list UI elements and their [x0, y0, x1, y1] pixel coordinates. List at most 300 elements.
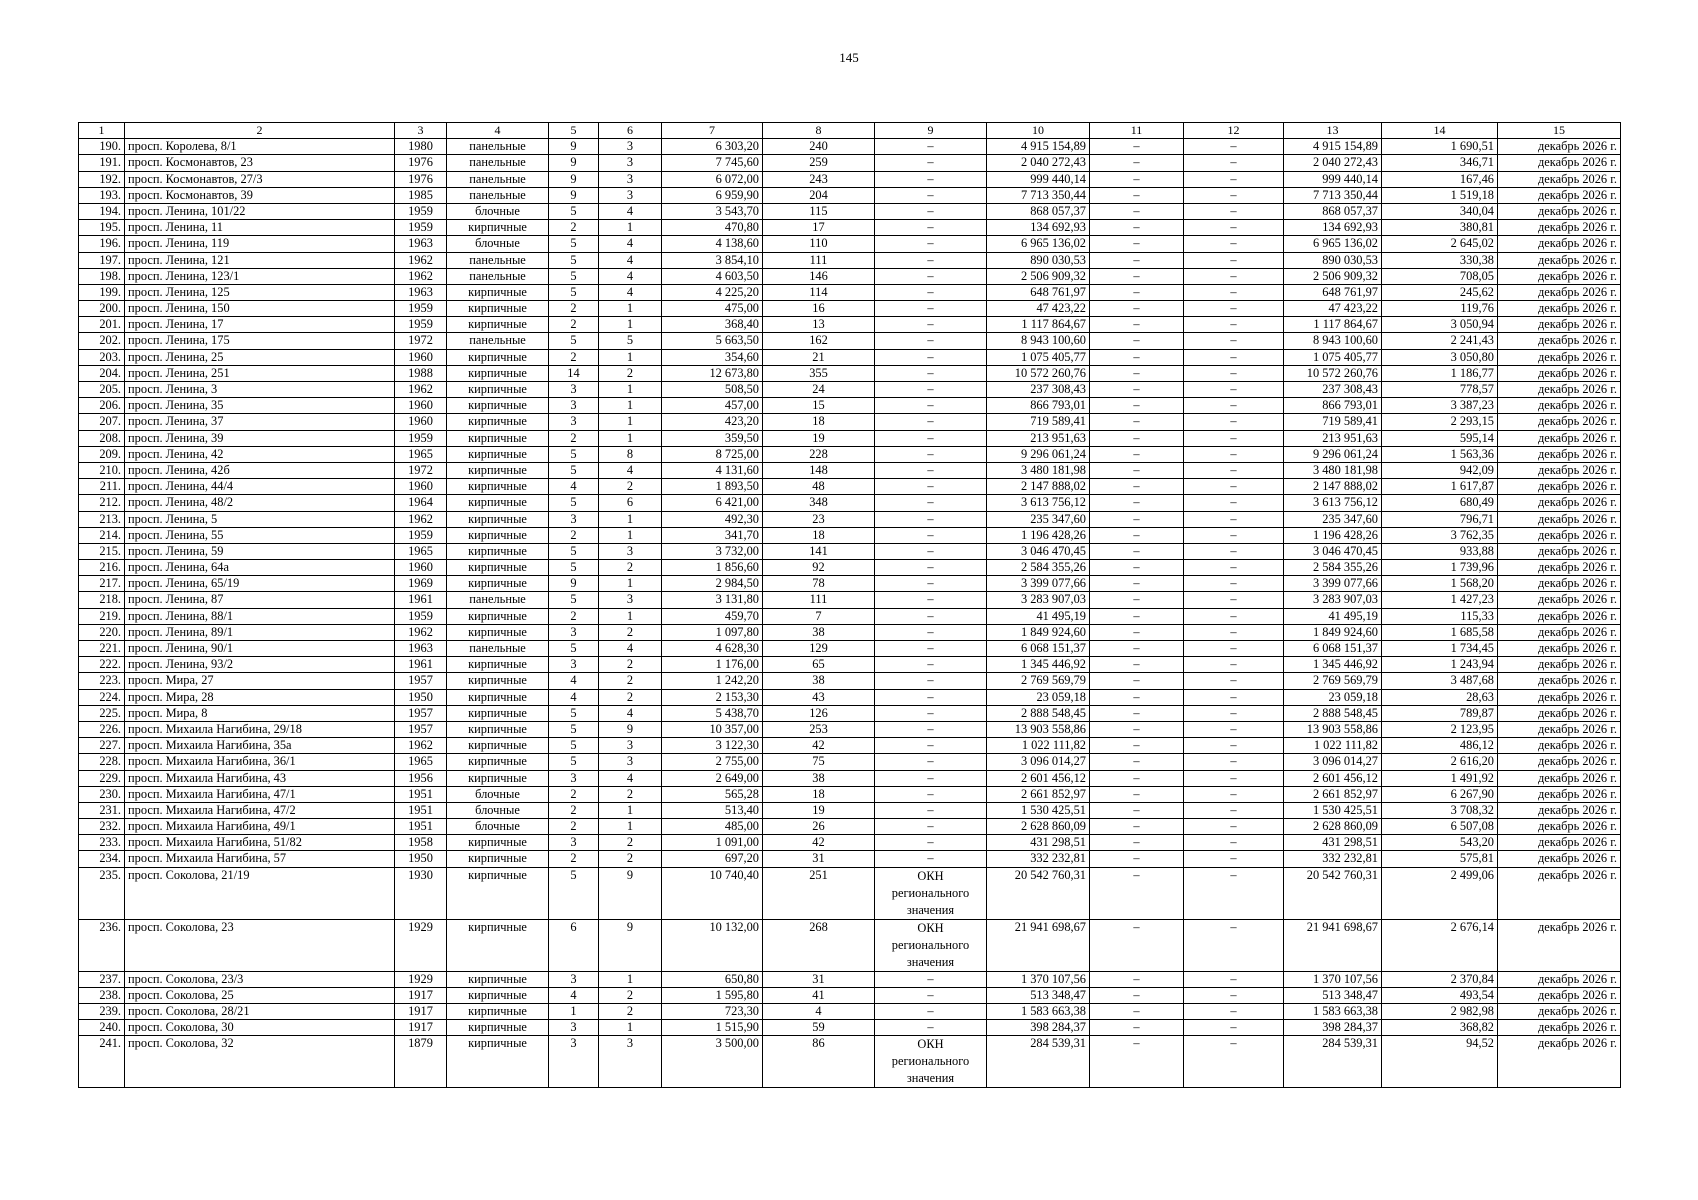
cell-entrances: 1 — [599, 414, 662, 430]
cell-cost-col-12: – — [1184, 802, 1284, 818]
cell-cost-col-12: – — [1184, 641, 1284, 657]
cell-cost-total: 134 692,93 — [987, 220, 1090, 236]
cell-cost-total: 4 915 154,89 — [987, 139, 1090, 155]
cell-year-built: 1959 — [395, 430, 447, 446]
cell-cost-col-12: – — [1184, 301, 1284, 317]
cell-address: просп. Ленина, 11 — [125, 220, 395, 236]
cell-cost-col-13: 398 284,37 — [1284, 1020, 1382, 1036]
cell-deadline: декабрь 2026 г. — [1498, 139, 1621, 155]
cell-residents: 110 — [763, 236, 875, 252]
cell-row-number: 240. — [79, 1020, 125, 1036]
cell-row-number: 194. — [79, 203, 125, 219]
cell-cost-col-12: – — [1184, 317, 1284, 333]
cell-address: просп. Соколова, 23 — [125, 919, 395, 971]
table-row — [79, 971, 1621, 987]
cell-total-area: 4 131,60 — [662, 462, 763, 478]
cell-total-area: 3 732,00 — [662, 543, 763, 559]
cell-floors: 2 — [549, 851, 599, 867]
cell-deadline: декабрь 2026 г. — [1498, 398, 1621, 414]
table-row — [79, 365, 1621, 381]
cell-address: просп. Ленина, 3 — [125, 382, 395, 398]
column-header: 15 — [1498, 123, 1621, 139]
cell-floors: 3 — [549, 511, 599, 527]
cell-row-number: 208. — [79, 430, 125, 446]
cell-cost-col-12: – — [1184, 527, 1284, 543]
cell-cost-col-11: – — [1090, 365, 1184, 381]
cell-entrances: 1 — [599, 317, 662, 333]
cell-year-built: 1976 — [395, 171, 447, 187]
cell-cost-col-13: 1 117 864,67 — [1284, 317, 1382, 333]
cell-cost-col-13: 41 495,19 — [1284, 608, 1382, 624]
cell-total-area: 7 745,60 — [662, 155, 763, 171]
cell-address: просп. Ленина, 25 — [125, 349, 395, 365]
cell-cost-col-12: – — [1184, 608, 1284, 624]
cell-floors: 5 — [549, 705, 599, 721]
cell-entrances: 5 — [599, 333, 662, 349]
cell-row-number: 223. — [79, 673, 125, 689]
cell-residents: 228 — [763, 446, 875, 462]
cell-cost-per-sqm: 1 491,92 — [1382, 770, 1498, 786]
cell-entrances: 4 — [599, 284, 662, 300]
cell-wall-material: блочные — [447, 802, 549, 818]
cell-row-number: 207. — [79, 414, 125, 430]
cell-address: просп. Ленина, 150 — [125, 301, 395, 317]
cell-floors: 3 — [549, 1020, 599, 1036]
cell-entrances: 2 — [599, 657, 662, 673]
cell-entrances: 3 — [599, 187, 662, 203]
table-row — [79, 592, 1621, 608]
table-row — [79, 333, 1621, 349]
cell-deadline: декабрь 2026 г. — [1498, 365, 1621, 381]
cell-residents: 23 — [763, 511, 875, 527]
cell-cost-total: 1 117 864,67 — [987, 317, 1090, 333]
cell-wall-material: кирпичные — [447, 919, 549, 971]
cell-residents: 19 — [763, 430, 875, 446]
cell-wall-material: кирпичные — [447, 511, 549, 527]
table-row — [79, 382, 1621, 398]
cell-floors: 3 — [549, 770, 599, 786]
cell-cost-per-sqm: 2 499,06 — [1382, 867, 1498, 919]
table-row — [79, 317, 1621, 333]
cell-year-built: 1959 — [395, 301, 447, 317]
cell-cost-col-11: – — [1090, 721, 1184, 737]
column-header: 10 — [987, 123, 1090, 139]
cell-wall-material: кирпичные — [447, 560, 549, 576]
cell-row-number: 233. — [79, 835, 125, 851]
cell-cost-col-13: 2 888 548,45 — [1284, 705, 1382, 721]
cell-residents: 92 — [763, 560, 875, 576]
cell-cost-col-12: – — [1184, 738, 1284, 754]
table-body — [79, 123, 1621, 1088]
cell-year-built: 1917 — [395, 987, 447, 1003]
cell-row-number: 230. — [79, 786, 125, 802]
cell-cost-col-13: 134 692,93 — [1284, 220, 1382, 236]
cell-year-built: 1988 — [395, 365, 447, 381]
table-row — [79, 220, 1621, 236]
cell-entrances: 9 — [599, 919, 662, 971]
cell-cost-per-sqm: 575,81 — [1382, 851, 1498, 867]
cell-deadline: декабрь 2026 г. — [1498, 171, 1621, 187]
cell-year-built: 1965 — [395, 754, 447, 770]
cell-cost-total: 235 347,60 — [987, 511, 1090, 527]
cell-heritage-status: – — [875, 1004, 987, 1020]
cell-cost-col-12: – — [1184, 220, 1284, 236]
cell-cost-total: 3 480 181,98 — [987, 462, 1090, 478]
cell-entrances: 2 — [599, 987, 662, 1003]
cell-cost-col-12: – — [1184, 919, 1284, 971]
table-row — [79, 624, 1621, 640]
cell-entrances: 1 — [599, 511, 662, 527]
cell-row-number: 232. — [79, 819, 125, 835]
cell-cost-col-12: – — [1184, 560, 1284, 576]
cell-year-built: 1957 — [395, 705, 447, 721]
cell-total-area: 10 357,00 — [662, 721, 763, 737]
cell-cost-col-11: – — [1090, 268, 1184, 284]
cell-year-built: 1960 — [395, 560, 447, 576]
cell-deadline: декабрь 2026 г. — [1498, 657, 1621, 673]
cell-floors: 5 — [549, 560, 599, 576]
cell-address: просп. Ленина, 89/1 — [125, 624, 395, 640]
cell-total-area: 3 131,80 — [662, 592, 763, 608]
cell-cost-col-11: – — [1090, 284, 1184, 300]
cell-floors: 9 — [549, 576, 599, 592]
column-header: 9 — [875, 123, 987, 139]
cell-residents: 268 — [763, 919, 875, 971]
cell-address: просп. Ленина, 37 — [125, 414, 395, 430]
cell-heritage-status: – — [875, 1020, 987, 1036]
cell-entrances: 2 — [599, 786, 662, 802]
cell-cost-col-13: 20 542 760,31 — [1284, 867, 1382, 919]
cell-cost-total: 431 298,51 — [987, 835, 1090, 851]
cell-heritage-status: – — [875, 786, 987, 802]
cell-cost-total: 2 661 852,97 — [987, 786, 1090, 802]
cell-address: просп. Ленина, 65/19 — [125, 576, 395, 592]
table-row — [79, 430, 1621, 446]
cell-heritage-status: – — [875, 835, 987, 851]
cell-heritage-status: – — [875, 203, 987, 219]
cell-deadline: декабрь 2026 г. — [1498, 1020, 1621, 1036]
cell-cost-col-13: 3 613 756,12 — [1284, 495, 1382, 511]
column-header: 3 — [395, 123, 447, 139]
cell-row-number: 239. — [79, 1004, 125, 1020]
cell-entrances: 2 — [599, 479, 662, 495]
cell-wall-material: кирпичные — [447, 543, 549, 559]
cell-year-built: 1960 — [395, 414, 447, 430]
cell-address: просп. Ленина, 42б — [125, 462, 395, 478]
table-row — [79, 284, 1621, 300]
cell-cost-per-sqm: 942,09 — [1382, 462, 1498, 478]
cell-cost-col-12: – — [1184, 284, 1284, 300]
cell-heritage-status: – — [875, 802, 987, 818]
cell-total-area: 5 663,50 — [662, 333, 763, 349]
cell-cost-col-11: – — [1090, 1004, 1184, 1020]
table-row — [79, 576, 1621, 592]
cell-year-built: 1972 — [395, 333, 447, 349]
cell-cost-total: 284 539,31 — [987, 1036, 1090, 1088]
cell-cost-total: 41 495,19 — [987, 608, 1090, 624]
column-header: 4 — [447, 123, 549, 139]
cell-cost-per-sqm: 245,62 — [1382, 284, 1498, 300]
cell-year-built: 1956 — [395, 770, 447, 786]
cell-heritage-status: – — [875, 236, 987, 252]
cell-wall-material: кирпичные — [447, 462, 549, 478]
cell-cost-col-12: – — [1184, 462, 1284, 478]
cell-floors: 5 — [549, 495, 599, 511]
cell-wall-material: кирпичные — [447, 624, 549, 640]
cell-cost-col-11: – — [1090, 301, 1184, 317]
column-header: 14 — [1382, 123, 1498, 139]
cell-year-built: 1969 — [395, 576, 447, 592]
cell-floors: 5 — [549, 236, 599, 252]
cell-residents: 111 — [763, 252, 875, 268]
cell-cost-total: 1 583 663,38 — [987, 1004, 1090, 1020]
cell-address: просп. Ленина, 123/1 — [125, 268, 395, 284]
cell-cost-col-12: – — [1184, 754, 1284, 770]
cell-cost-col-13: 2 661 852,97 — [1284, 786, 1382, 802]
cell-floors: 5 — [549, 284, 599, 300]
cell-year-built: 1951 — [395, 786, 447, 802]
cell-deadline: декабрь 2026 г. — [1498, 446, 1621, 462]
cell-row-number: 229. — [79, 770, 125, 786]
cell-cost-total: 2 769 569,79 — [987, 673, 1090, 689]
cell-cost-col-13: 7 713 350,44 — [1284, 187, 1382, 203]
cell-cost-per-sqm: 1 519,18 — [1382, 187, 1498, 203]
cell-address: просп. Михаила Нагибина, 29/18 — [125, 721, 395, 737]
cell-wall-material: кирпичные — [447, 1020, 549, 1036]
cell-wall-material: кирпичные — [447, 754, 549, 770]
cell-cost-col-11: – — [1090, 673, 1184, 689]
cell-entrances: 4 — [599, 770, 662, 786]
cell-cost-total: 1 345 446,92 — [987, 657, 1090, 673]
cell-heritage-status: – — [875, 430, 987, 446]
cell-cost-col-12: – — [1184, 187, 1284, 203]
cell-cost-col-13: 3 399 077,66 — [1284, 576, 1382, 592]
cell-total-area: 1 515,90 — [662, 1020, 763, 1036]
table-row — [79, 1036, 1621, 1088]
cell-row-number: 222. — [79, 657, 125, 673]
cell-wall-material: блочные — [447, 236, 549, 252]
cell-total-area: 697,20 — [662, 851, 763, 867]
cell-entrances: 1 — [599, 802, 662, 818]
cell-entrances: 3 — [599, 139, 662, 155]
cell-cost-total: 213 951,63 — [987, 430, 1090, 446]
cell-row-number: 236. — [79, 919, 125, 971]
cell-row-number: 225. — [79, 705, 125, 721]
cell-cost-total: 7 713 350,44 — [987, 187, 1090, 203]
cell-cost-col-12: – — [1184, 786, 1284, 802]
cell-residents: 75 — [763, 754, 875, 770]
cell-cost-per-sqm: 3 050,94 — [1382, 317, 1498, 333]
cell-cost-total: 20 542 760,31 — [987, 867, 1090, 919]
cell-address: просп. Соколова, 25 — [125, 987, 395, 1003]
cell-residents: 86 — [763, 1036, 875, 1088]
cell-heritage-status: ОКН регионального значения — [875, 919, 987, 971]
cell-cost-col-13: 3 480 181,98 — [1284, 462, 1382, 478]
cell-cost-col-11: – — [1090, 1020, 1184, 1036]
cell-address: просп. Королева, 8/1 — [125, 139, 395, 155]
cell-deadline: декабрь 2026 г. — [1498, 333, 1621, 349]
cell-cost-col-11: – — [1090, 919, 1184, 971]
cell-cost-per-sqm: 933,88 — [1382, 543, 1498, 559]
cell-residents: 240 — [763, 139, 875, 155]
cell-residents: 43 — [763, 689, 875, 705]
cell-wall-material: панельные — [447, 155, 549, 171]
cell-cost-col-11: – — [1090, 987, 1184, 1003]
cell-wall-material: кирпичные — [447, 971, 549, 987]
cell-cost-col-13: 999 440,14 — [1284, 171, 1382, 187]
cell-cost-col-12: – — [1184, 446, 1284, 462]
cell-wall-material: кирпичные — [447, 301, 549, 317]
table-row — [79, 1020, 1621, 1036]
cell-heritage-status: – — [875, 721, 987, 737]
cell-total-area: 475,00 — [662, 301, 763, 317]
cell-floors: 9 — [549, 187, 599, 203]
cell-address: просп. Ленина, 17 — [125, 317, 395, 333]
cell-year-built: 1965 — [395, 446, 447, 462]
cell-residents: 162 — [763, 333, 875, 349]
cell-residents: 18 — [763, 786, 875, 802]
cell-cost-col-12: – — [1184, 252, 1284, 268]
cell-cost-total: 6 068 151,37 — [987, 641, 1090, 657]
cell-address: просп. Ленина, 87 — [125, 592, 395, 608]
cell-cost-total: 13 903 558,86 — [987, 721, 1090, 737]
cell-cost-col-11: – — [1090, 236, 1184, 252]
cell-entrances: 6 — [599, 495, 662, 511]
cell-year-built: 1963 — [395, 236, 447, 252]
cell-cost-per-sqm: 789,87 — [1382, 705, 1498, 721]
table-row — [79, 511, 1621, 527]
cell-entrances: 1 — [599, 971, 662, 987]
cell-residents: 141 — [763, 543, 875, 559]
cell-heritage-status: – — [875, 689, 987, 705]
cell-cost-col-12: – — [1184, 430, 1284, 446]
table-row — [79, 398, 1621, 414]
cell-entrances: 3 — [599, 592, 662, 608]
cell-floors: 2 — [549, 819, 599, 835]
cell-cost-per-sqm: 2 645,02 — [1382, 236, 1498, 252]
cell-deadline: декабрь 2026 г. — [1498, 987, 1621, 1003]
cell-year-built: 1961 — [395, 592, 447, 608]
cell-residents: 146 — [763, 268, 875, 284]
cell-floors: 3 — [549, 971, 599, 987]
cell-cost-col-13: 6 965 136,02 — [1284, 236, 1382, 252]
cell-wall-material: кирпичные — [447, 382, 549, 398]
cell-residents: 78 — [763, 576, 875, 592]
cell-cost-per-sqm: 2 676,14 — [1382, 919, 1498, 971]
cell-cost-col-11: – — [1090, 971, 1184, 987]
cell-cost-col-13: 8 943 100,60 — [1284, 333, 1382, 349]
table-row — [79, 673, 1621, 689]
cell-cost-per-sqm: 6 267,90 — [1382, 786, 1498, 802]
table-row — [79, 721, 1621, 737]
cell-total-area: 10 740,40 — [662, 867, 763, 919]
cell-floors: 2 — [549, 301, 599, 317]
cell-year-built: 1950 — [395, 689, 447, 705]
cell-wall-material: кирпичные — [447, 446, 549, 462]
cell-row-number: 231. — [79, 802, 125, 818]
cell-address: просп. Ленина, 42 — [125, 446, 395, 462]
column-header: 6 — [599, 123, 662, 139]
table-row — [79, 203, 1621, 219]
cell-heritage-status: – — [875, 608, 987, 624]
cell-residents: 26 — [763, 819, 875, 835]
cell-row-number: 199. — [79, 284, 125, 300]
cell-heritage-status: – — [875, 462, 987, 478]
cell-floors: 2 — [549, 527, 599, 543]
cell-cost-col-13: 648 761,97 — [1284, 284, 1382, 300]
cell-cost-col-11: – — [1090, 738, 1184, 754]
cell-heritage-status: – — [875, 365, 987, 381]
cell-cost-col-13: 3 046 470,45 — [1284, 543, 1382, 559]
cell-cost-total: 398 284,37 — [987, 1020, 1090, 1036]
cell-row-number: 215. — [79, 543, 125, 559]
cell-cost-col-12: – — [1184, 333, 1284, 349]
table-row — [79, 527, 1621, 543]
cell-row-number: 197. — [79, 252, 125, 268]
cell-deadline: декабрь 2026 г. — [1498, 527, 1621, 543]
cell-cost-total: 1 849 924,60 — [987, 624, 1090, 640]
cell-total-area: 12 673,80 — [662, 365, 763, 381]
cell-deadline: декабрь 2026 г. — [1498, 155, 1621, 171]
cell-deadline: декабрь 2026 г. — [1498, 705, 1621, 721]
cell-address: просп. Космонавтов, 39 — [125, 187, 395, 203]
cell-residents: 253 — [763, 721, 875, 737]
cell-heritage-status: – — [875, 851, 987, 867]
cell-deadline: декабрь 2026 г. — [1498, 754, 1621, 770]
cell-residents: 355 — [763, 365, 875, 381]
cell-deadline: декабрь 2026 г. — [1498, 414, 1621, 430]
cell-total-area: 3 122,30 — [662, 738, 763, 754]
cell-heritage-status: – — [875, 333, 987, 349]
cell-cost-per-sqm: 368,82 — [1382, 1020, 1498, 1036]
cell-address: просп. Ленина, 44/4 — [125, 479, 395, 495]
cell-residents: 148 — [763, 462, 875, 478]
cell-cost-col-11: – — [1090, 754, 1184, 770]
cell-year-built: 1962 — [395, 252, 447, 268]
cell-floors: 5 — [549, 268, 599, 284]
cell-heritage-status: – — [875, 770, 987, 786]
cell-wall-material: кирпичные — [447, 738, 549, 754]
cell-cost-col-13: 1 370 107,56 — [1284, 971, 1382, 987]
cell-year-built: 1961 — [395, 657, 447, 673]
cell-cost-total: 237 308,43 — [987, 382, 1090, 398]
cell-wall-material: кирпичные — [447, 867, 549, 919]
cell-row-number: 238. — [79, 987, 125, 1003]
cell-entrances: 2 — [599, 560, 662, 576]
cell-cost-col-11: – — [1090, 430, 1184, 446]
cell-floors: 5 — [549, 738, 599, 754]
cell-address: просп. Мира, 8 — [125, 705, 395, 721]
cell-cost-col-12: – — [1184, 171, 1284, 187]
cell-year-built: 1963 — [395, 284, 447, 300]
cell-residents: 111 — [763, 592, 875, 608]
cell-year-built: 1962 — [395, 738, 447, 754]
cell-residents: 259 — [763, 155, 875, 171]
cell-year-built: 1930 — [395, 867, 447, 919]
cell-cost-per-sqm: 330,38 — [1382, 252, 1498, 268]
cell-entrances: 2 — [599, 624, 662, 640]
cell-cost-total: 3 096 014,27 — [987, 754, 1090, 770]
cell-cost-per-sqm: 2 241,43 — [1382, 333, 1498, 349]
cell-wall-material: панельные — [447, 268, 549, 284]
cell-total-area: 3 500,00 — [662, 1036, 763, 1088]
cell-cost-col-11: – — [1090, 252, 1184, 268]
cell-floors: 3 — [549, 414, 599, 430]
cell-floors: 3 — [549, 624, 599, 640]
cell-entrances: 8 — [599, 446, 662, 462]
cell-floors: 4 — [549, 987, 599, 1003]
cell-heritage-status: – — [875, 657, 987, 673]
